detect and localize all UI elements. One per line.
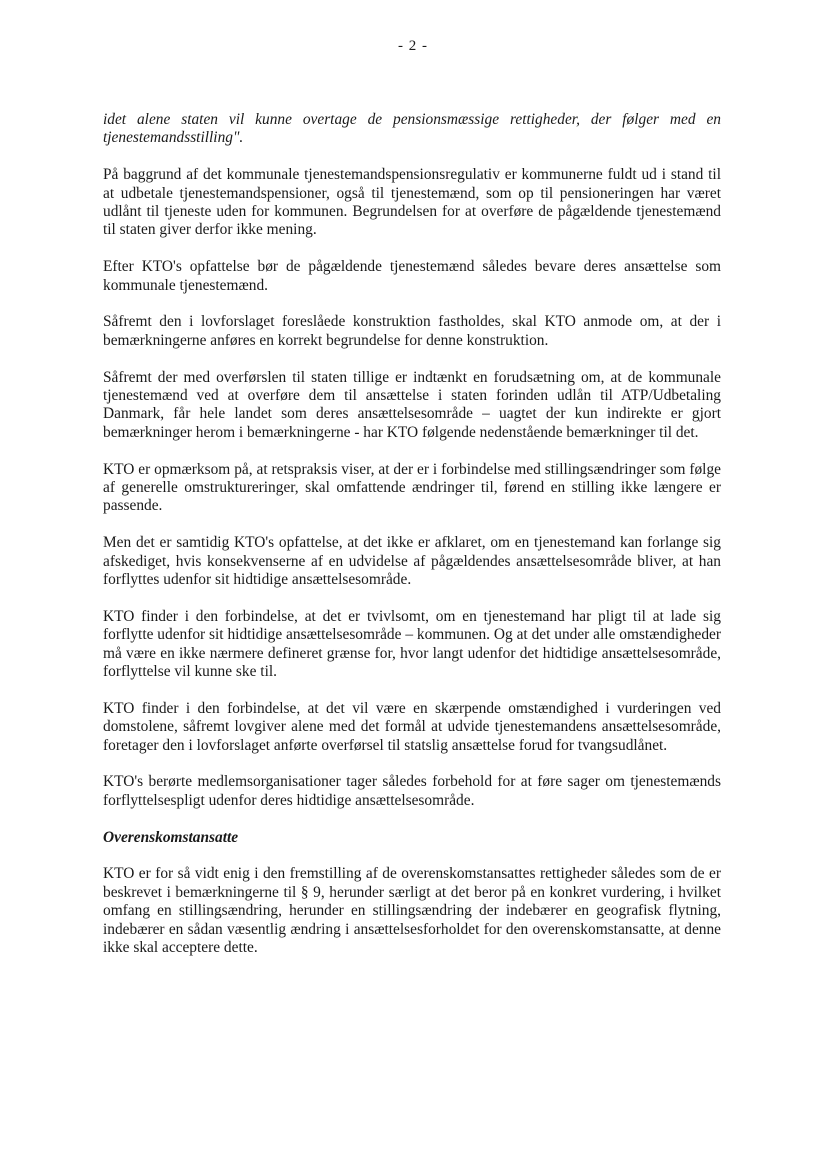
body-paragraph: KTO er opmærksom på, at retspraksis viser, at der er i forbindelse med stillingsændringer som følge af generelle omstruktureringer, skal omfattende ændringer til, førend en stilling ikke længere er passende. bbox=[103, 460, 721, 515]
body-paragraph: KTO finder i den forbindelse, at det er tvivlsomt, om en tjenestemand har pligt til at lade sig forflytte udenfor sit hidtidige ansættelsesområde – kommunen. Og at det under alle omstændigheder må være en ikke nærmere defineret grænse for, hvor langt udenfor det hidtidige ansættelsesområde, forflyttelse vil kunne ske til. bbox=[103, 607, 721, 681]
body-paragraph: På baggrund af det kommunale tjenestemandspensionsregulativ er kommunerne fuldt ud i stand til at udbetale tjenestemandspensioner, også til tjenestemænd, som op til pensioneringen har været udlånt til tjeneste uden for kommunen. Begrundelsen for at overføre de pågældende tjenestemænd til staten giver derfor ikke mening. bbox=[103, 166, 721, 239]
quote-continuation-paragraph: idet alene staten vil kunne overtage de pensionsmæssige rettigheder, der følger med en tjenestemandsstilling". bbox=[103, 111, 721, 147]
body-paragraph: Såfremt der med overførslen til staten tillige er indtænkt en forudsætning om, at de kommunale tjenestemænd ved at overføre dem til ansættelse i staten forinden udlån til ATP/Udbetaling Danmark, får hele landet som deres ansættelsesområde – uagtet der kun indirekte er gjort bemærkninger herom i bemærkningerne - har KTO følgende nedenstående bemærkninger til det. bbox=[103, 368, 721, 441]
section-heading: Overenskomstansatte bbox=[103, 828, 239, 846]
body-paragraph: Efter KTO's opfattelse bør de pågældende tjenestemænd således bevare deres ansættelse som kommunale tjenestemænd. bbox=[103, 258, 721, 294]
page-number: - 2 - bbox=[398, 38, 428, 54]
body-paragraph: Såfremt den i lovforslaget foreslåede konstruktion fastholdes, skal KTO anmode om, at der i bemærkningerne anføres en korrekt begrundelse for denne konstruktion. bbox=[103, 313, 721, 349]
body-paragraph: KTO finder i den forbindelse, at det vil være en skærpende omstændighed i vurderingen ved domstolene, såfremt lovgiver alene med det formål at udvide tjenestemandens ansættelsesområde, foretager den i lovforslaget anførte overførsel til statslig ansættelse forud for tvangsudlånet. bbox=[103, 699, 721, 754]
body-paragraph: Men det er samtidig KTO's opfattelse, at det ikke er afklaret, om en tjenestemand kan forlange sig afskediget, hvis konsekvenserne af en udvidelse af pågældendes ansættelsesområde bliver, at han forflyttes udenfor sit hidtidige ansættelsesområde. bbox=[103, 534, 721, 589]
document-body bbox=[103, 111, 721, 976]
final-paragraph: KTO er for så vidt enig i den fremstilling af de overenskomstansattes rettigheder således som de er beskrevet i bemærkningerne til § 9, herunder særligt at det beror på en konkret vurdering, i hvilket omfang en stillingsændring, herunder en stillingsændring der indebærer en geografisk flytning, indebærer en sådan væsentlig ændring i ansættelsesforholdet for den overenskomstansatte, at denne ikke skal acceptere dette. bbox=[103, 865, 721, 957]
body-paragraph: KTO's berørte medlemsorganisationer tager således forbehold for at føre sager om tjenestemænds forflyttelsespligt udenfor deres hidtidige ansættelsesområde. bbox=[103, 773, 721, 809]
